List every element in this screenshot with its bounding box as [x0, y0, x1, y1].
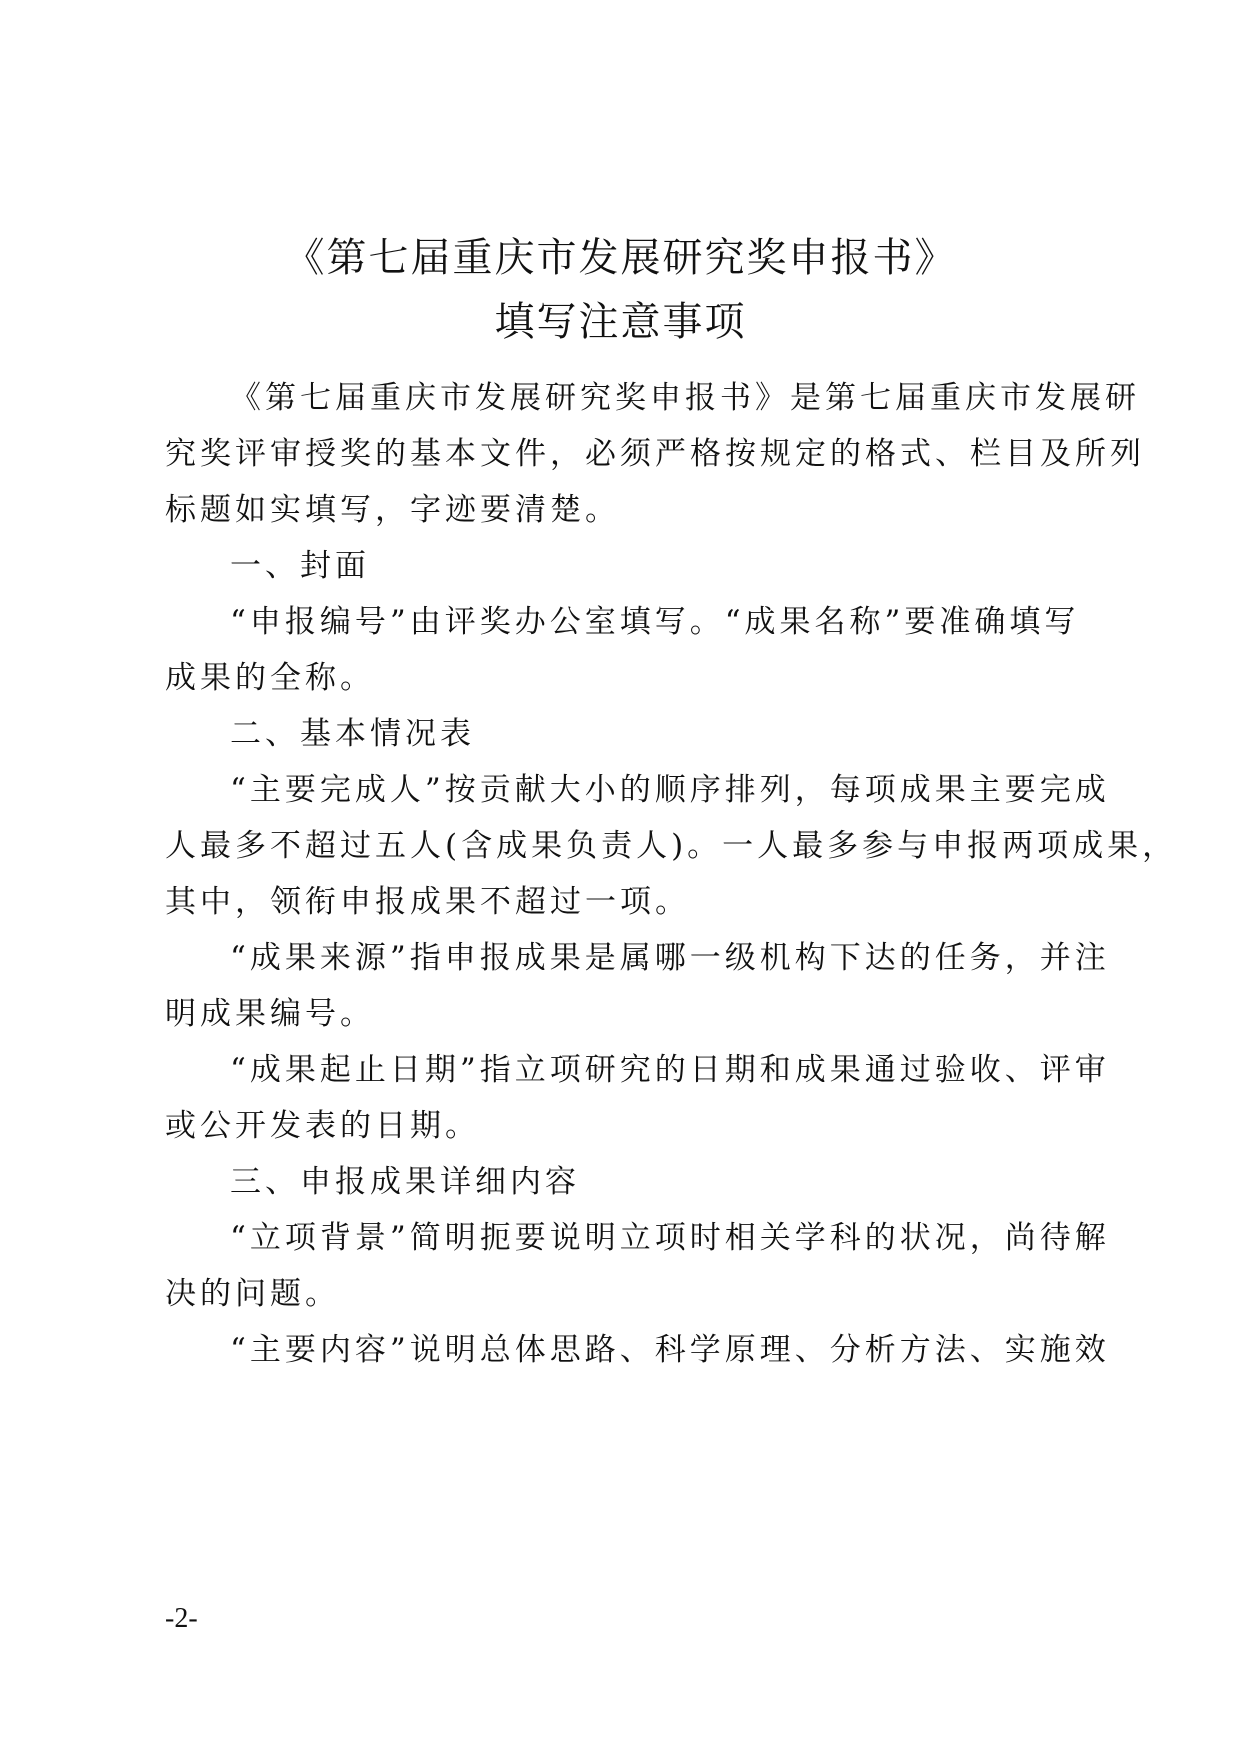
- paragraph-intro-line-3: 标题如实填写，字迹要清楚。: [165, 492, 620, 528]
- page-number: -2-: [165, 1603, 198, 1634]
- section-heading-details: 三、申报成果详细内容: [230, 1164, 580, 1200]
- paragraph-main-content-line-1: “主要内容”说明总体思路、科学原理、分析方法、实施效: [230, 1332, 1110, 1368]
- paragraph-background-line-2: 决的问题。: [165, 1276, 340, 1312]
- paragraph-dates-line-1: “成果起止日期”指立项研究的日期和成果通过验收、评审: [230, 1052, 1110, 1088]
- section-heading-basic-info: 二、基本情况表: [230, 716, 475, 752]
- paragraph-intro-line-1: 《第七届重庆市发展研究奖申报书》是第七届重庆市发展研: [230, 380, 1140, 416]
- paragraph-main-contributors-line-1: “主要完成人”按贡献大小的顺序排列，每项成果主要完成: [230, 772, 1110, 808]
- paragraph-cover-line-2: 成果的全称。: [165, 660, 375, 696]
- document-subtitle: 填写注意事项: [494, 299, 747, 345]
- paragraph-source-line-2: 明成果编号。: [165, 996, 375, 1032]
- paragraph-main-contributors-line-2: 人最多不超过五人(含成果负责人)。一人最多参与申报两项成果，: [165, 828, 1178, 864]
- paragraph-background-line-1: “立项背景”简明扼要说明立项时相关学科的状况，尚待解: [230, 1220, 1110, 1256]
- paragraph-dates-line-2: 或公开发表的日期。: [165, 1108, 480, 1144]
- section-heading-cover: 一、封面: [230, 548, 370, 584]
- paragraph-source-line-1: “成果来源”指申报成果是属哪一级机构下达的任务，并注: [230, 940, 1110, 976]
- paragraph-cover-line-1: “申报编号”由评奖办公室填写。“成果名称”要准确填写: [230, 604, 1080, 640]
- paragraph-main-contributors-line-3: 其中，领衔申报成果不超过一项。: [165, 884, 690, 920]
- document-title: 《第七届重庆市发展研究奖申报书》: [284, 235, 957, 281]
- paragraph-intro-line-2: 究奖评审授奖的基本文件，必须严格按规定的格式、栏目及所列: [165, 436, 1145, 472]
